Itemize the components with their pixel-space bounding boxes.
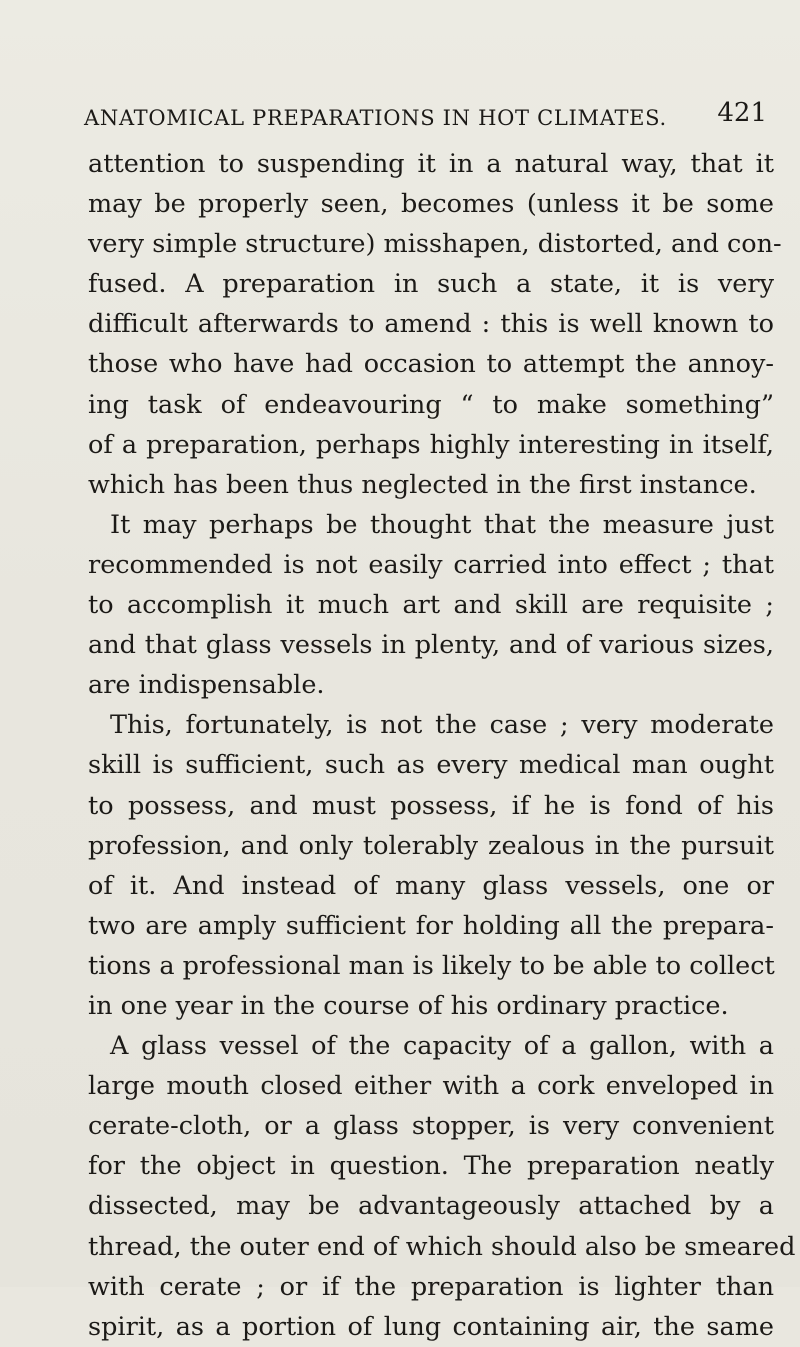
text-line: to possess, and must possess, if he is fond of his bbox=[88, 790, 774, 821]
paragraph bbox=[88, 144, 782, 505]
text-line: fused. A preparation in such a state, it is very bbox=[88, 269, 774, 300]
page-number: 421 bbox=[717, 98, 767, 128]
text-line: those who have had occasion to attempt the annoy- bbox=[88, 349, 774, 380]
text-line: to accomplish it much art and skill are requisite ; bbox=[88, 590, 774, 621]
text-line: two are amply sufficient for holding all the prepara- bbox=[88, 910, 774, 941]
text-line: attention to suspending it in a natural way, that it bbox=[88, 149, 774, 179]
paragraph bbox=[88, 705, 774, 1026]
text-line: A glass vessel of the capacity of a gallon, with a bbox=[110, 1031, 774, 1062]
text-line: of a preparation, perhaps highly interesting in itself, bbox=[88, 429, 774, 460]
text-line: skill is sufficient, such as every medical man ought bbox=[88, 750, 774, 781]
text-line: ing task of endeavouring “ to make something” bbox=[88, 389, 774, 420]
text-line: are indispensable. bbox=[88, 670, 325, 701]
text-line: This, fortunately, is not the case ; very moderate bbox=[110, 710, 774, 741]
text-line: difficult afterwards to amend : this is well known to bbox=[88, 309, 774, 340]
text-line: may be properly seen, becomes (unless it be some bbox=[88, 189, 774, 220]
text-line: tions a professional man is likely to be able to collect bbox=[88, 950, 775, 981]
text-line: and that glass vessels in plenty, and of various sizes, bbox=[88, 630, 774, 661]
text-line: which has been thus neglected in the first instance. bbox=[88, 469, 757, 500]
paragraph bbox=[88, 505, 774, 705]
running-title: ANATOMICAL PREPARATIONS IN HOT CLIMATES. bbox=[84, 106, 667, 130]
text-line: with cerate ; or if the preparation is lighter than bbox=[88, 1271, 774, 1302]
text-line: of it. And instead of many glass vessels, one or bbox=[88, 870, 774, 901]
text-line: cerate-cloth, or a glass stopper, is very convenient bbox=[88, 1111, 774, 1142]
running-head bbox=[84, 98, 772, 134]
text-line: very simple structure) misshapen, distorted, and con- bbox=[88, 229, 782, 260]
text-line: recommended is not easily carried into effect ; that bbox=[88, 549, 774, 580]
text-line: large mouth closed either with a cork enveloped in bbox=[88, 1071, 774, 1102]
paragraph bbox=[88, 1026, 796, 1347]
text-line: profession, and only tolerably zealous in the pursuit bbox=[88, 830, 774, 861]
text-line: in one year in the course of his ordinary practice. bbox=[88, 990, 729, 1021]
text-line: for the object in question. The preparation neatly bbox=[88, 1151, 774, 1182]
text-line: spirit, as a portion of lung containing air, the same bbox=[88, 1311, 774, 1342]
body-text bbox=[88, 144, 796, 1347]
text-line: dissected, may be advantageously attached by a bbox=[88, 1191, 774, 1222]
text-line: thread, the outer end of which should also be smeared bbox=[88, 1231, 796, 1262]
text-line: It may perhaps be thought that the measure just bbox=[110, 509, 774, 540]
